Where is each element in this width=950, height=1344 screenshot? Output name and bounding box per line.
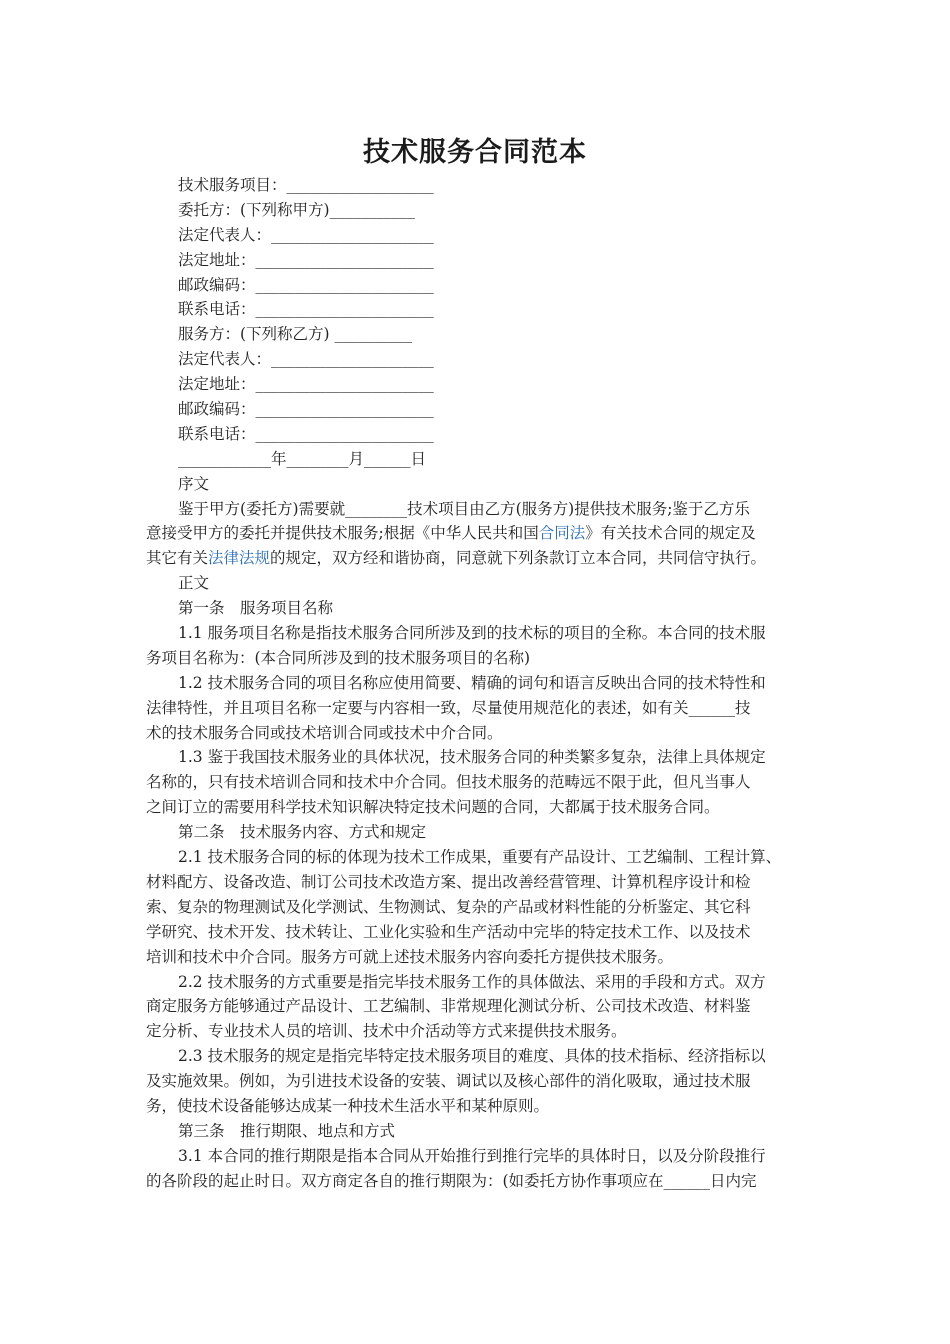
clause-line: 第一条 服务项目名称 — [178, 599, 334, 618]
field-date: ____________年________月______日 — [178, 449, 427, 468]
field-client-postcode: 邮政编码：_______________________ — [178, 275, 434, 294]
clause-line: 务项目名称为：(本合同所涉及到的技术服务项目的名称) — [146, 648, 531, 667]
laws-regulations-link[interactable]: 法律法规 — [208, 549, 271, 568]
clause-line: 第二条 技术服务内容、方式和规定 — [178, 823, 427, 842]
preamble-line: 鉴于甲方(委托方)需要就________技术项目由乙方(服务方)提供技术服务;鉴于乙方乐 — [178, 499, 750, 518]
clause-line: 第三条 推行期限、地点和方式 — [178, 1121, 396, 1140]
preamble-heading: 序文 — [178, 474, 210, 493]
field-service-project: 技术服务项目：___________________ — [178, 176, 434, 194]
clause-line: 1.3 鉴于我国技术服务业的具体状况，技术服务合同的种类繁多复杂，法律上具体规定 — [178, 748, 766, 767]
header-fields — [146, 173, 814, 497]
document-body — [146, 173, 814, 1194]
clause-line: 商定服务方能够通过产品设计、工艺编制、非常规理化测试分析、公司技术改造、材料鉴 — [146, 997, 751, 1016]
field-client-representative: 法定代表人：_____________________ — [178, 225, 434, 244]
clause-line: 名称的，只有技术培训合同和技术中介合同。但技术服务的范畴远不限于此，但凡当事人 — [146, 773, 751, 792]
preamble-text: 的规定，双方经和谐协商，同意就下列条款订立本合同，共同信守执行。 — [270, 549, 767, 568]
clause-line: 2.3 技术服务的规定是指完毕特定技术服务项目的难度、具体的技术指标、经济指标以 — [178, 1047, 766, 1066]
preamble-text: 意接受甲方的委托并提供技术服务;根据《中华人民共和国 — [146, 524, 539, 543]
clause-line: 务，使技术设备能够达成某一种技术生活水平和某种原则。 — [146, 1096, 550, 1115]
preamble-paragraph — [146, 497, 814, 572]
clause-line: 的各阶段的起止时日。双方商定各自的推行期限为：(如委托方协作事项应在______日内完 — [146, 1171, 757, 1190]
body-heading: 正文 — [178, 574, 210, 593]
contract-law-link[interactable]: 合同法 — [538, 524, 586, 543]
clause-line: 2.2 技术服务的方式重要是指完毕技术服务工作的具体做法、采用的手段和方式。双方 — [178, 972, 766, 991]
clause-line: 术的技术服务合同或技术培训合同或技术中介合同。 — [146, 723, 503, 742]
clause-line: 2.1 技术服务合同的标的体现为技术工作成果，重要有产品设计、工艺编制、工程计算、 — [178, 848, 782, 867]
clause-line: 材料配方、设备改造、制订公司技术改造方案、提出改善经营管理、计算机程序设计和检 — [146, 872, 751, 891]
field-client-address: 法定地址：_______________________ — [178, 250, 434, 269]
clause-line: 3.1 本合同的推行期限是指本合同从开始推行到推行完毕的具体时日，以及分阶段推行 — [178, 1146, 766, 1165]
clause-line: 1.2 技术服务合同的项目名称应使用简要、精确的词句和语言反映出合同的技术特性和 — [178, 673, 766, 692]
clause-line: 及实施效果。例如，为引进技术设备的安装、调试以及核心部件的消化吸取，通过技术服 — [146, 1072, 751, 1091]
clause-line: 学研究、技术开发、技术转让、工业化实验和生产活动中完毕的特定技术工作、以及技术 — [146, 922, 751, 941]
clause-line: 索、复杂的物理测试及化学测试、生物测试、复杂的产品或材料性能的分析鉴定、其它科 — [146, 897, 751, 916]
clause-line: 法律特性，并且项目名称一定要与内容相一致，尽量使用规范化的表述，如有关______技 — [146, 698, 751, 717]
field-provider-representative: 法定代表人：_____________________ — [178, 350, 434, 369]
preamble-text: 》有关技术合同的规定及 — [585, 524, 756, 543]
field-provider: 服务方：(下列称乙方) __________ — [178, 325, 413, 344]
field-provider-address: 法定地址：_______________________ — [178, 375, 434, 394]
preamble-text: 其它有关 — [146, 549, 209, 568]
field-client: 委托方：(下列称甲方)___________ — [178, 200, 415, 219]
clause-line: 定分析、专业技术人员的培训、技术中介活动等方式来提供技术服务。 — [146, 1022, 627, 1041]
preamble-line — [146, 546, 814, 571]
clause-line: 培训和技术中介合同。服务方可就上述技术服务内容向委托方提供技术服务。 — [146, 947, 674, 966]
clause-line: 1.1 服务项目名称是指技术服务合同所涉及到的技术标的项目的全称。本合同的技术服 — [178, 624, 766, 643]
field-provider-phone: 联系电话：_______________________ — [178, 424, 434, 443]
field-provider-postcode: 邮政编码：_______________________ — [178, 400, 434, 419]
field-client-phone: 联系电话：_______________________ — [178, 300, 434, 319]
document-title: 技术服务合同范本 — [363, 137, 587, 168]
preamble-line — [146, 521, 814, 546]
contract-clauses — [146, 596, 814, 1193]
clause-line: 之间订立的需要用科学技术知识解决特定技术问题的合同，大都属于技术服务合同。 — [146, 798, 720, 817]
